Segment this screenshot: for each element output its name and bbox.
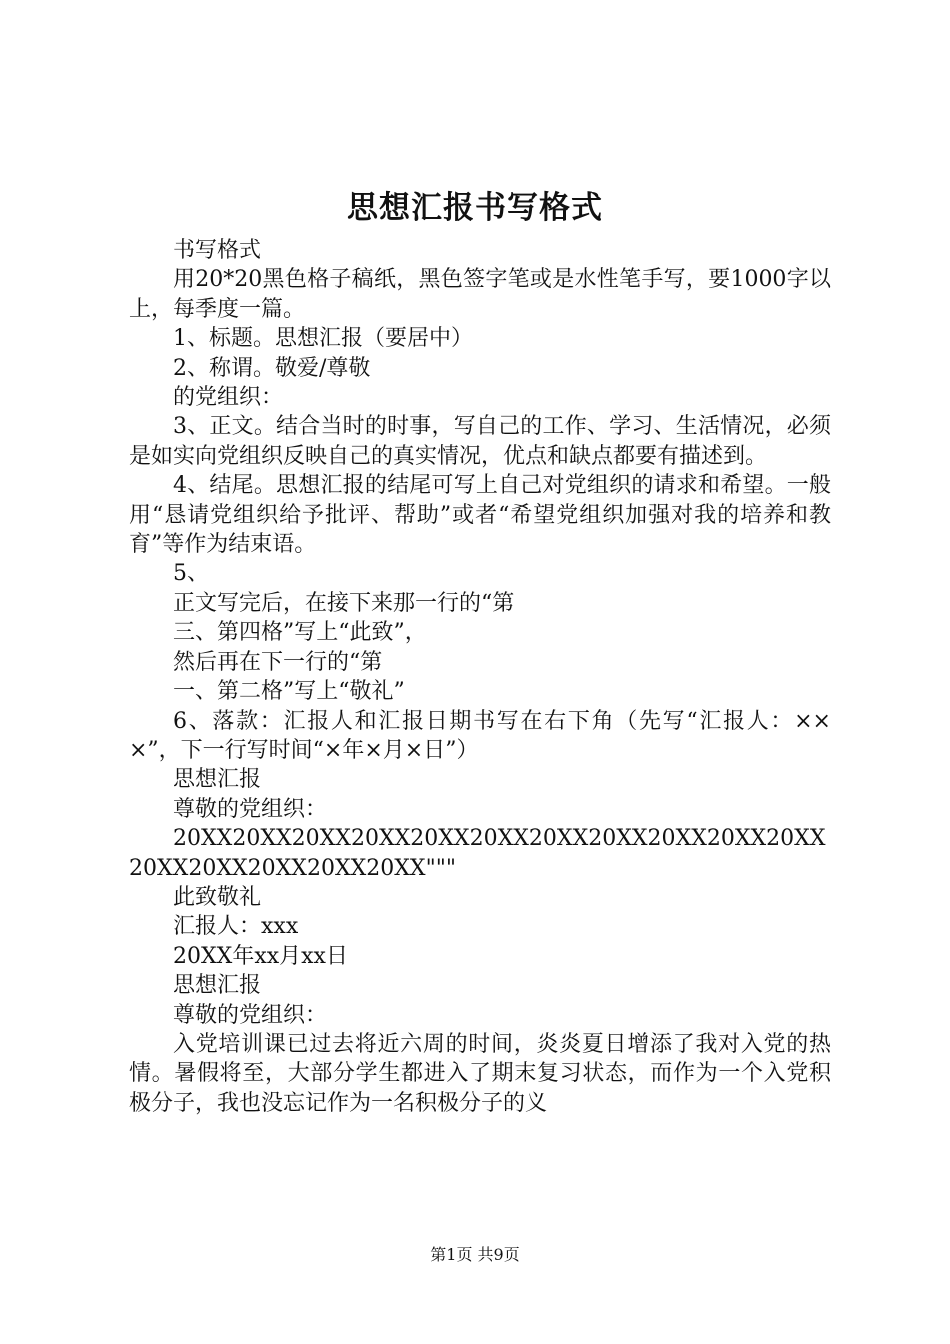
paragraph: 1、标题。思想汇报（要居中） [173, 326, 473, 352]
paragraph: 用20*20黑色格子稿纸，黑色签字笔或是水性笔手写，要1000字以上，每季度一篇。 [129, 267, 831, 322]
paragraph: 2、称谓。敬爱/尊敬 [173, 355, 371, 381]
paragraph: 书写格式 [173, 238, 262, 263]
document-body [129, 236, 831, 1118]
paragraph: 然后再在下一行的“第 [173, 649, 383, 675]
paragraph: 20XX年xx月xx日 [173, 943, 348, 969]
paragraph: 三、第四格”写上“此致”， [173, 620, 427, 646]
paragraph: 3、正文。结合当时的时事，写自己的工作、学习、生活情况，必须是如实向党组织反映自己的真实情况，优点和缺点都要有描述到。 [129, 414, 831, 469]
paragraph: 入党培训课已过去将近六周的时间，炎炎夏日增添了我对入党的热情。暑假将至，大部分学生都进入了期末复习状态，而作为一个入党积极分子，我也没忘记作为一名积极分子的义 [129, 1031, 831, 1116]
paragraph: 一、第二格”写上“敬礼” [173, 679, 405, 705]
paragraph: 思想汇报 [173, 973, 262, 999]
paragraph: 6、落款：汇报人和汇报日期书写在右下角（先写“汇报人：×××”，下一行写时间“×年×月×日”） [129, 708, 831, 763]
paragraph: 正文写完后，在接下来那一行的“第 [173, 590, 515, 616]
paragraph: 4、结尾。思想汇报的结尾可写上自己对党组织的请求和希望。一般用“恳请党组织给予批评、帮助”或者“希望党组织加强对我的培养和教育”等作为结束语。 [129, 473, 831, 558]
page-number: 第1页 共9页 [430, 1245, 520, 1264]
document-title: 思想汇报书写格式 [347, 190, 603, 226]
paragraph: 尊敬的党组织： [173, 1002, 328, 1028]
paragraph: 尊敬的党组织： [173, 796, 328, 822]
paragraph: 的党组织： [173, 385, 284, 411]
paragraph: 20XX20XX20XX20XX20XX20XX20XX20XX20XX20XX20XX20XX20XX20XX20XX20XX""" [129, 826, 826, 881]
paragraph: 此致敬礼 [173, 884, 262, 910]
paragraph: 汇报人：xxx [173, 914, 299, 940]
paragraph: 5、 [173, 561, 209, 587]
paragraph: 思想汇报 [173, 767, 262, 793]
